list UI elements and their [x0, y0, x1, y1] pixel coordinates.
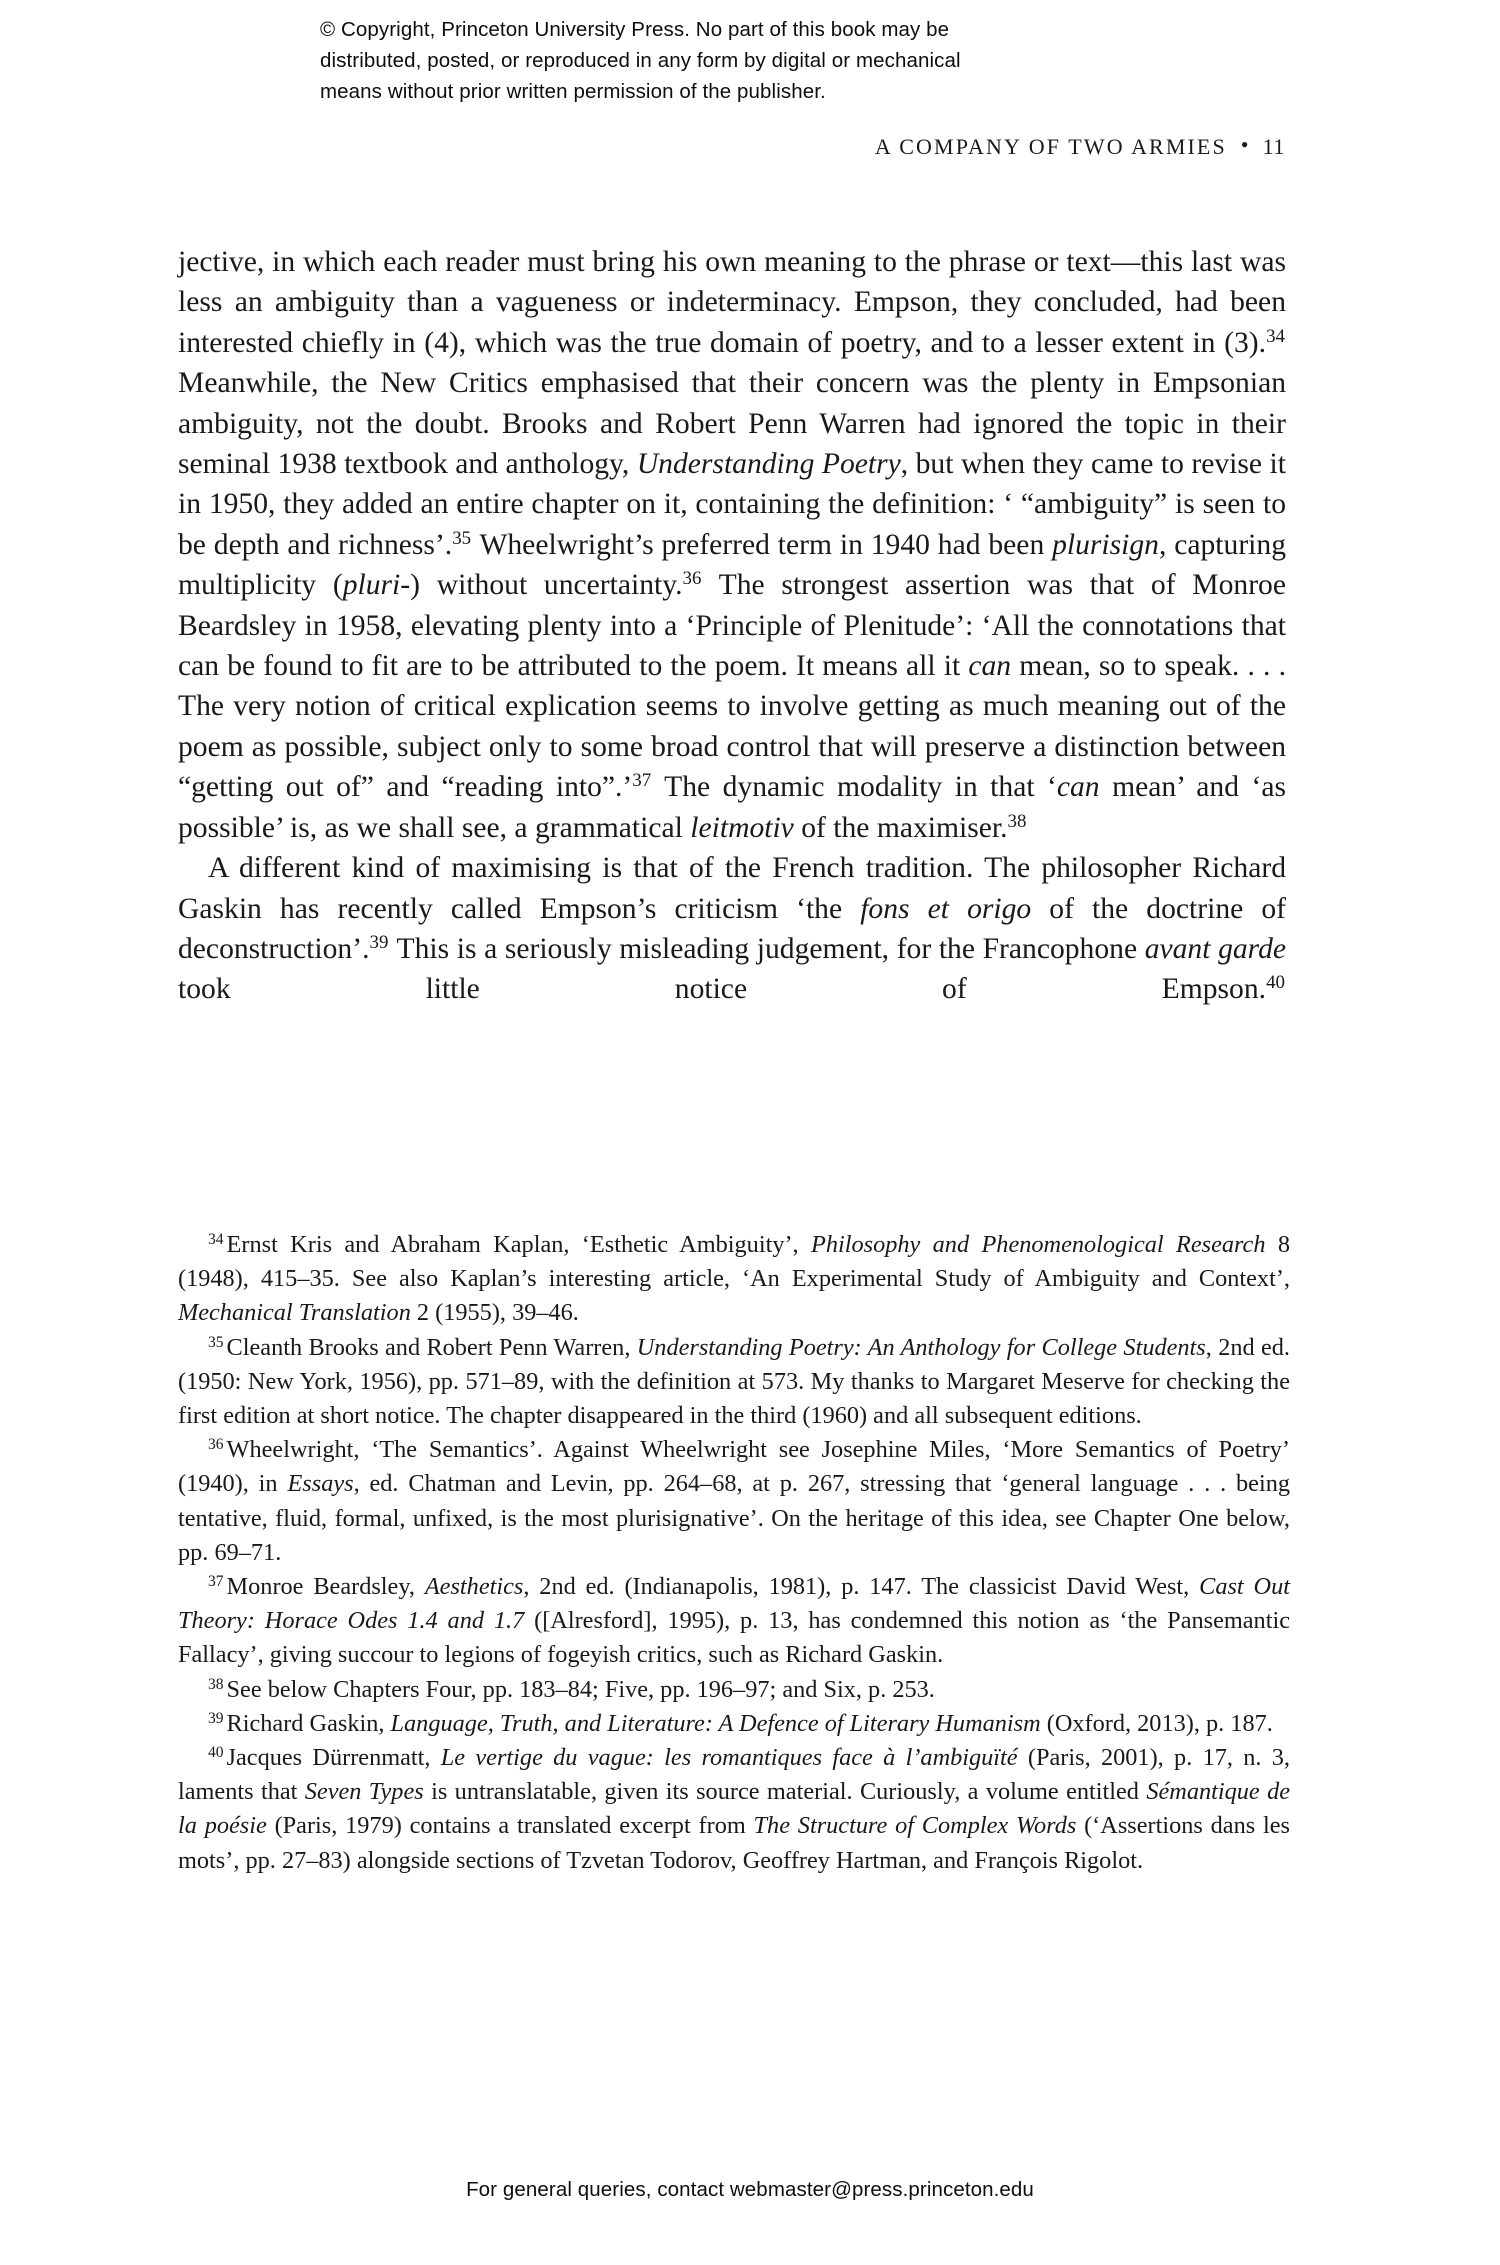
par1-text-11: of the maximiser.: [793, 811, 1008, 844]
bullet-separator-icon: •: [1240, 132, 1251, 157]
par1-italic-6: leitmotiv: [690, 811, 794, 844]
running-head: [875, 134, 1285, 160]
copyright-notice: © Copyright, Princeton University Press. No part of this book may be distributed, posted, or reproduced in any form by digital or mechanical means without prior written permission of the publisher.: [320, 18, 961, 104]
footnote-ref-34[interactable]: 34: [1266, 325, 1285, 347]
footnote-36-text-2: , ed. Chatman and Levin, pp. 264–68, at p. 267, stressing that ‘general language . . . being tentative, fluid, formal, unfixed, is the most plurisignative’. On the heritage of this idea, see Chapter One below, pp. 69–71.: [178, 1470, 1290, 1566]
footnote-37-text-1: Monroe Beardsley,: [226, 1573, 425, 1601]
footnote-39-italic-1: Language, Truth, and Literature: A Defence of Literary Humanism: [390, 1709, 1041, 1737]
footnote-40-text-3: is untranslatable, given its source material. Curiously, a volume entitled: [423, 1778, 1147, 1806]
footnote-38: [178, 1673, 1290, 1707]
footnote-40-text-1: Jacques Dürrenmatt,: [226, 1744, 441, 1772]
footnotes-section: [178, 1228, 1290, 1878]
par2-text-2: of the doctrine of deconstruction’.: [178, 892, 1286, 965]
footnote-36-text-1: Wheelwright, ‘The Semantics’. Against Wheelwright see Josephine Miles, ‘More Semantics of Poetry’ (1940), in: [178, 1436, 1290, 1498]
footnote-marker-34: 34: [208, 1230, 224, 1248]
footnote-34-text-1: Ernst Kris and Abraham Kaplan, ‘Esthetic Ambiguity’,: [226, 1231, 811, 1258]
par1-italic-2: plurisign: [1052, 528, 1159, 561]
par1-text-6: -) without uncertainty.: [400, 569, 683, 602]
par1-italic-5: can: [1056, 771, 1100, 804]
par1-text-4: Wheelwright’s preferred term in 1940 had been: [472, 528, 1053, 561]
footnote-ref-35[interactable]: 35: [452, 528, 472, 549]
par2-italic-1: fons et origo: [860, 892, 1032, 925]
footnote-40-italic-4: The Structure of Complex Words: [753, 1812, 1077, 1840]
par1-text-5: , capturing multiplicity (: [178, 528, 1286, 602]
par2-text-4: took little notice of Empson.: [178, 973, 1267, 1006]
running-head-chapter-title: A COMPANY OF TWO ARMIES: [874, 134, 1227, 159]
footnote-marker-36: 36: [208, 1436, 224, 1454]
footnote-ref-38[interactable]: 38: [1007, 810, 1027, 832]
footnote-36-italic-1: Essays: [287, 1470, 354, 1498]
footnote-ref-37[interactable]: 37: [632, 770, 652, 792]
footnote-39-text-1: Richard Gaskin,: [226, 1709, 391, 1737]
footnote-38-text-1: See below Chapters Four, pp. 183–84; Five, pp. 196–97; and Six, p. 253.: [226, 1675, 935, 1703]
footnote-39: [178, 1707, 1290, 1741]
footnote-34-text-3: 2 (1955), 39–46.: [410, 1299, 579, 1327]
par2-text-3: This is a seriously misleading judgement, for the Francophone: [389, 932, 1145, 965]
footnote-marker-35: 35: [208, 1333, 224, 1351]
footnote-37: [178, 1570, 1290, 1673]
par2-text-1: A different kind of maximising is that of the French tradition. The philosopher Richard Gaskin has recently called Empson’s criticism ‘the: [178, 852, 1286, 925]
footnote-36: [178, 1433, 1290, 1570]
footnote-34: [178, 1228, 1290, 1331]
main-text-column: [178, 242, 1286, 1010]
footnote-37-text-2: , 2nd ed. (Indianapolis, 1981), p. 147. The classicist David West,: [523, 1573, 1200, 1601]
footnote-40: [178, 1741, 1290, 1878]
footnote-39-text-2: (Oxford, 2013), p. 187.: [1040, 1709, 1273, 1737]
footnote-ref-40[interactable]: 40: [1266, 972, 1285, 994]
footnote-ref-39[interactable]: 39: [369, 932, 389, 954]
footnote-35-text-1: Cleanth Brooks and Robert Penn Warren,: [226, 1333, 637, 1361]
footnote-40-italic-1: Le vertige du vague: les romantiques face à l’ambiguïté: [440, 1744, 1018, 1772]
body-paragraph-1: [178, 242, 1286, 848]
footnote-marker-38: 38: [208, 1675, 224, 1693]
par1-text-1: jective, in which each reader must bring his own meaning to the phrase or text—this last was less an ambiguity than a vagueness or indeterminacy. Empson, they concluded, had been interested chiefly in (4), which was the true domain of poetry, and to a lesser extent in (3).: [178, 246, 1286, 359]
par1-text-9: The dynamic modality in that ‘: [652, 771, 1057, 804]
page-number: 11: [1262, 134, 1285, 159]
par1-text-10: mean’ and ‘as possible’ is, as we shall see, a grammatical: [178, 771, 1286, 844]
footnote-35-italic-1: Understanding Poetry: An Anthology for College Students: [636, 1333, 1206, 1361]
footnote-40-text-5: (‘Assertions dans les mots’, pp. 27–83) alongside sections of Tzvetan Todorov, Geoffrey Hartman, and François Rigolot.: [178, 1812, 1290, 1874]
footnote-marker-37: 37: [208, 1572, 224, 1590]
footnote-marker-40: 40: [208, 1743, 224, 1761]
footnote-35: [178, 1331, 1290, 1434]
par2-italic-2: avant garde: [1144, 932, 1287, 965]
footnote-34-text-2: 8 (1948), 415–35. See also Kaplan’s interesting article, ‘An Experimental Study of Ambiguity and Context’,: [178, 1231, 1290, 1293]
par1-italic-3: pluri: [342, 569, 401, 602]
footnote-37-italic-1: Aesthetics: [424, 1573, 524, 1601]
par1-text-2: Meanwhile, the New Critics emphasised that their concern was the plenty in Empsonian ambiguity, not the doubt. Brooks and Robert Penn Warren had ignored the topic in their seminal 1938 textbook and anthology,: [178, 367, 1286, 481]
par1-text-8: mean, so to speak. . . . The very notion of critical explication seems to involve getting as much meaning out of the poem as possible, subject only to some broad control that will preserve a distinction between “getting out of” and “reading into”.’: [178, 650, 1286, 804]
footnote-40-text-4: (Paris, 1979) contains a translated excerpt from: [266, 1812, 754, 1840]
par1-italic-1: Understanding Poetry: [636, 448, 901, 481]
body-paragraph-2: [178, 848, 1286, 1010]
footnote-marker-39: 39: [208, 1709, 224, 1727]
par1-text-3: , but when they came to revise it in 1950, they added an entire chapter on it, containing the definition: ‘ “ambiguity” is seen to be depth and richness’.: [178, 448, 1286, 561]
footnote-35-text-2: , 2nd ed. (1950: New York, 1956), pp. 571–89, with the definition at 573. My thanks to Margaret Meserve for checking the first edition at short notice. The chapter disappeared in the third (1960) and all subsequent editions.: [178, 1333, 1290, 1430]
par1-italic-4: can: [968, 650, 1012, 683]
footnote-ref-36[interactable]: 36: [682, 568, 702, 590]
footnote-40-italic-2: Seven Types: [304, 1778, 424, 1806]
page-footer-notice: For general queries, contact webmaster@press.princeton.edu: [466, 2178, 1034, 2201]
footnote-34-italic-1: Philosophy and Phenomenological Research: [810, 1231, 1266, 1258]
par1-text-7: The strongest assertion was that of Monroe Beardsley in 1958, elevating plenty into a ‘Principle of Plenitude’: ‘All the connotations that can be found to fit are to be attributed to the poem. It means all it: [178, 569, 1286, 683]
footnote-37-text-3: ([Alresford], 1995), p. 13, has condemned this notion as ‘the Pansemantic Fallacy’, giving succour to legions of fogeyish critics, such as Richard Gaskin.: [178, 1607, 1290, 1669]
footnote-34-italic-2: Mechanical Translation: [178, 1299, 411, 1327]
footnote-40-italic-3: Sémantique de la poésie: [178, 1778, 1291, 1840]
footnote-40-text-2: (Paris, 2001), p. 17, n. 3, laments that: [178, 1744, 1290, 1806]
footnote-37-italic-2: Cast Out Theory: Horace Odes 1.4 and 1.7: [178, 1573, 1290, 1635]
